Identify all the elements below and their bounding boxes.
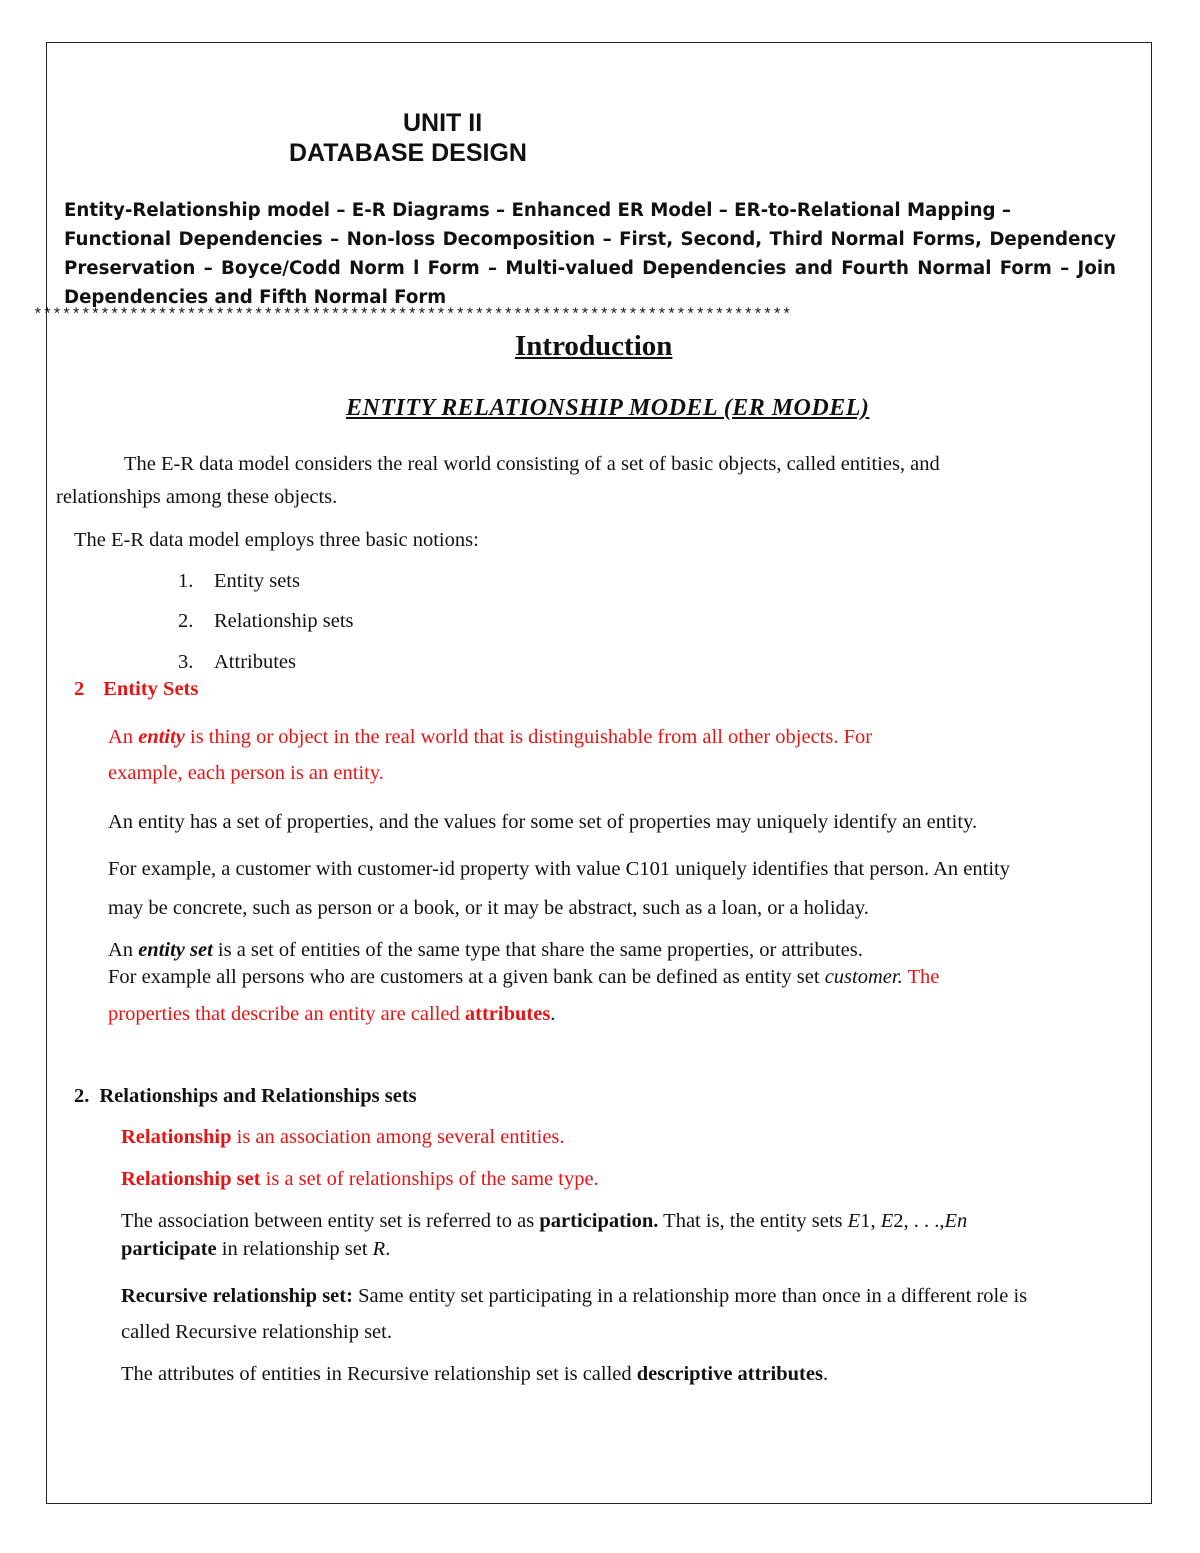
entity-example-line1: For example, a customer with customer-id property with value C101 uniquely identifies that person. An entity	[108, 858, 1010, 880]
text-run: An	[108, 726, 139, 748]
recursive-definition	[121, 1283, 1027, 1309]
descriptive-attributes	[121, 1361, 828, 1387]
recursive-definition-line2: called Recursive relationship set.	[121, 1321, 392, 1343]
notions-intro: The E-R data model employs three basic notions:	[74, 529, 479, 551]
text-run: 1,	[860, 1210, 881, 1232]
list-item	[178, 568, 300, 594]
text-run-bold: Relationship	[121, 1126, 232, 1148]
syllabus-line: Functional Dependencies – Non-loss Decomposition – First, Second, Third Normal Forms, Dependency	[64, 229, 1116, 250]
section-title: Relationships and Relationships sets	[99, 1085, 417, 1107]
text-run: That is, the entity sets	[658, 1210, 848, 1232]
text-run: is thing or object in the real world that is distinguishable from all other objects. For	[184, 726, 873, 748]
entity-definition-line2: example, each person is an entity.	[108, 762, 384, 784]
section-number: 2	[74, 678, 85, 700]
relationship-set-definition	[121, 1166, 599, 1192]
text-run: 2, . . .,	[893, 1210, 945, 1232]
text-run-italic: R	[372, 1238, 386, 1260]
syllabus-line: Entity-Relationship model – E-R Diagrams – Enhanced ER Model – ER-to-Relational Mapping –	[64, 200, 1011, 221]
list-number: 2.	[178, 610, 194, 632]
text-run-bold: participate	[121, 1238, 217, 1260]
paragraph-line: relationships among these objects.	[56, 486, 338, 508]
relationship-definition	[121, 1124, 565, 1150]
er-model-heading: ENTITY RELATIONSHIP MODEL (ER MODEL)	[346, 395, 870, 421]
list-number: 3.	[178, 651, 194, 673]
section-number: 2.	[74, 1085, 90, 1107]
syllabus-line: Dependencies and Fifth Normal Form	[64, 287, 447, 308]
participation-line2	[121, 1236, 390, 1262]
text-run: is a set of relationships of the same type.	[260, 1168, 599, 1190]
syllabus-line: Preservation – Boyce/Codd Norm l Form – Multi-valued Dependencies and Fourth Normal Form – Join	[64, 258, 1116, 279]
text-run-italic: customer.	[824, 966, 903, 988]
participation-line1	[121, 1208, 967, 1234]
list-label: Entity sets	[214, 570, 300, 592]
text-run-bold-italic: entity	[138, 726, 185, 748]
text-run: is an association among several entities.	[231, 1126, 565, 1148]
text-run-bold: attributes	[464, 1003, 551, 1025]
syllabus	[64, 196, 1116, 312]
list-item	[178, 608, 354, 634]
text-run-italic: E	[847, 1210, 861, 1232]
entity-definition	[108, 724, 872, 750]
text-run-bold: Relationship set	[121, 1168, 261, 1190]
unit-label: UNIT II	[403, 109, 483, 137]
text-run: .	[550, 1003, 556, 1025]
text-run: The association between entity set is referred to as	[121, 1210, 540, 1232]
paragraph-line: The E-R data model considers the real world consisting of a set of basic objects, called entities, and	[124, 453, 940, 475]
text-run: An	[108, 939, 139, 961]
entity-example-line2: may be concrete, such as person or a book, or it may be abstract, such as a loan, or a holiday.	[108, 897, 869, 919]
list-label: Relationship sets	[214, 610, 354, 632]
entity-set-example	[108, 964, 939, 990]
text-run: in relationship set	[216, 1238, 373, 1260]
section-title: Entity Sets	[103, 678, 199, 700]
text-run: .	[385, 1238, 391, 1260]
list-label: Attributes	[214, 651, 296, 673]
text-run-bold: descriptive attributes	[636, 1363, 823, 1385]
text-run: The attributes of entities in Recursive relationship set is called	[121, 1363, 637, 1385]
entity-sets-heading	[74, 676, 198, 702]
text-run-red: The	[902, 966, 940, 988]
text-run: is a set of entities of the same type that share the same properties, or attributes.	[212, 939, 863, 961]
text-run: Same entity set participating in a relationship more than once in a different role is	[352, 1285, 1028, 1307]
text-run: properties that describe an entity are called	[108, 1003, 465, 1025]
entity-properties: An entity has a set of properties, and the values for some set of properties may uniquely identify an entity.	[108, 811, 978, 833]
introduction-heading: Introduction	[515, 330, 673, 362]
list-item	[178, 649, 296, 675]
unit-title: DATABASE DESIGN	[289, 139, 527, 167]
relationships-heading	[74, 1083, 417, 1109]
text-run-italic: E	[880, 1210, 894, 1232]
text-run-bold: Recursive relationship set:	[121, 1285, 353, 1307]
text-run-bold: participation.	[539, 1210, 659, 1232]
attributes-definition	[108, 1001, 555, 1027]
text-run-italic: En	[944, 1210, 968, 1232]
text-run-bold-italic: entity set	[138, 939, 213, 961]
separator-stars: *******************************************************************************	[33, 306, 792, 324]
text-run: For example all persons who are customers at a given bank can be defined as entity set	[108, 966, 825, 988]
list-number: 1.	[178, 570, 194, 592]
entity-set-definition	[108, 937, 863, 963]
text-run: .	[822, 1363, 829, 1385]
